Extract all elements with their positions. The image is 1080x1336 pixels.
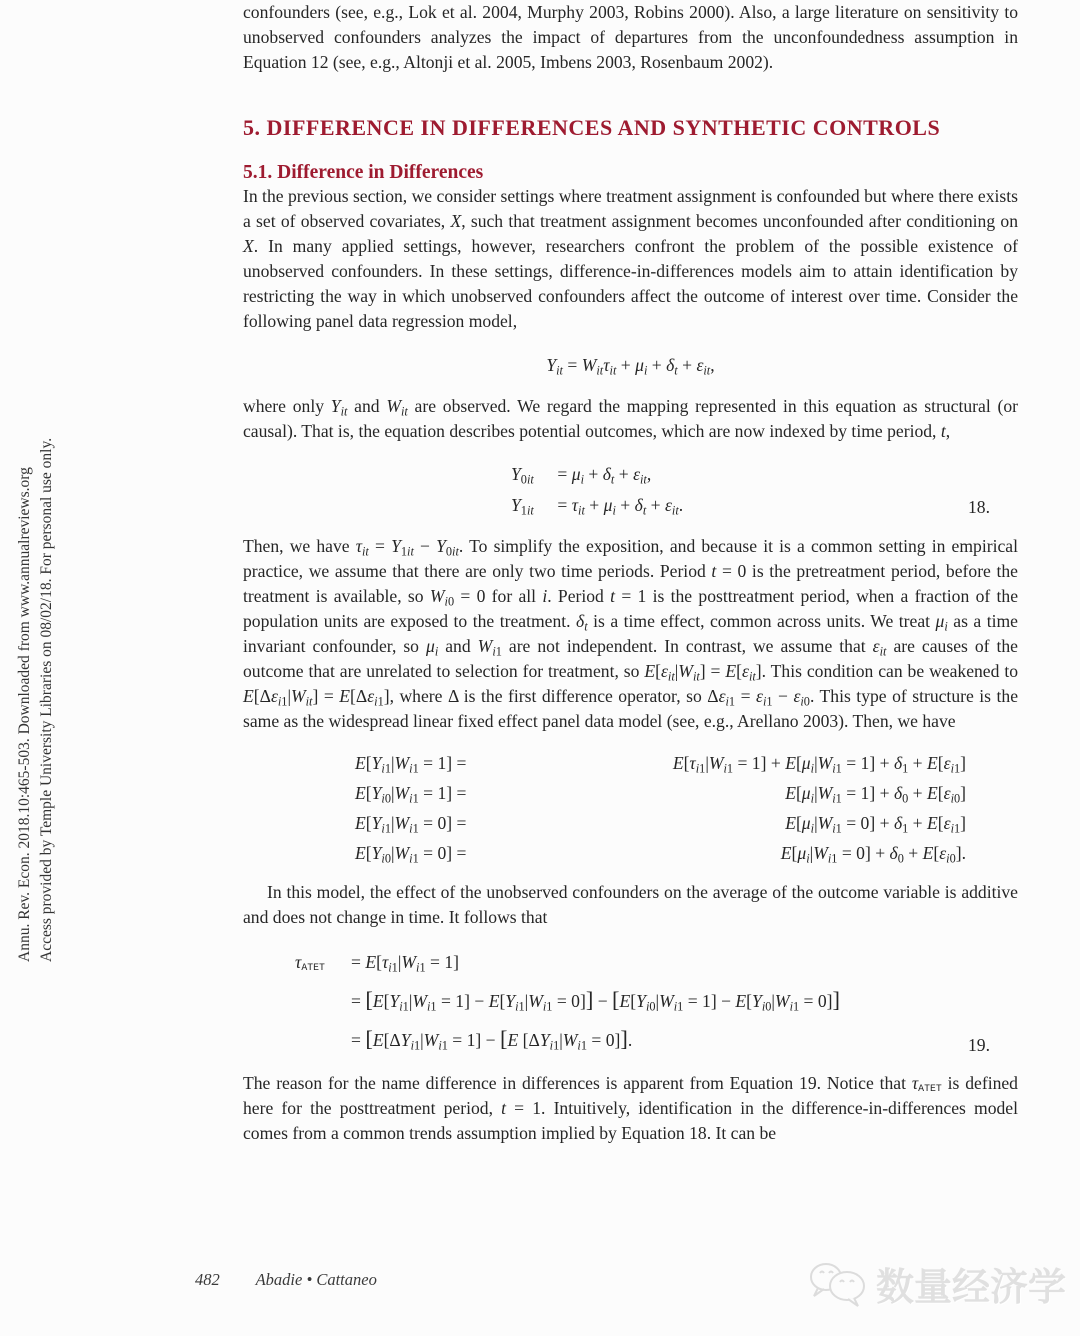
wechat-logo-icon (806, 1258, 868, 1310)
expectations-line4: $E[Y_{i0}|W_{i1} = 0]$ = $E[\mu_i|W_{i1} = 0] + \delta_0 + E[\varepsilon_{i0}]$. (355, 843, 966, 866)
equation-19-line3: = [$E[\Delta Y_{i1}|W_{i1} = 1] - [E$ $[\Delta Y_{i1}|W_{i1} = 0]$]. (351, 1026, 633, 1053)
paragraph-previous-section: In the previous section, we consider settings where treatment assignment is confounded but where there exists a set of observed covariates, X, such that treatment assignment becomes unconfounded after conditioning on X. In many applied settings, however, researchers confront the problem of the possible existence of unobserved confounders. In these settings, difference-in-differences models aim to attain identification by restricting the way in which unobserved confounders affect the outcome of interest over time. Consider the following panel data regression model, (243, 186, 1018, 331)
footer-page-number: 482 (195, 1270, 220, 1289)
expectations-line3: $E[Y_{i1}|W_{i1} = 0]$ = $E[\mu_i|W_{i1} = 0] + \delta_1 + E[\varepsilon_{i1}]$ (355, 813, 966, 836)
sidebar-note-line1: Annu. Rev. Econ. 2018.10:465-503. Downloaded from www.annualreviews.org (16, 467, 33, 962)
page-footer (195, 1270, 377, 1290)
equation-18-line1: $Y_{0it} = \mu_i + \delta_t + \varepsilon_{it}$, (511, 464, 652, 487)
equation-panel-model-body: $Y_{it} = W_{it}\tau_{it} + \mu_i + \delta_t + \varepsilon_{it}$, (546, 355, 715, 378)
paragraph-then-we-have: Then, we have $\tau_{it} = Y_{1it} - Y_{0it}$. To simplify the exposition, and because it is a common setting in empirical practice, we assume that there are only two time periods. Period t = 0 is the pretreatment period, before the treatment is available, so $W_{i0} = 0$ for all i. Period t = 1 is the posttreatment period, when a fraction of the population units are exposed to the treatment. $\delta_t$ is a time effect, common across units. We treat $\mu_i$ as a time invariant confounder, so $\mu_i$ and $W_{i1}$ are not independent. In contrast, we assume that $\varepsilon_{it}$ are causes of the outcome that are unrelated to selection for treatment, so $E[\varepsilon_{it}|W_{it}] = E[\varepsilon_{it}]$. This condition can be weakened to $E[\Delta\varepsilon_{i1}|W_{it}] = E[\Delta\varepsilon_{i1}]$, where Δ is the first difference operator, so $\Delta\varepsilon_{i1} = \varepsilon_{i1} - \varepsilon_{i0}$. This type of structure is the same as the widespread linear fixed effect panel data model (see, e.g., Arellano 2003). Then, we have (243, 536, 1019, 731)
subsection-heading: 5.1. Difference in Differences (243, 162, 484, 183)
watermark-text: 数量经济学 (875, 1265, 1066, 1309)
equation-expectations-block (243, 748, 1018, 868)
paragraph-where-only: where only $Y_{it}$ and $W_{it}$ are observed. We regard the mapping represented in this equation as structural (or causal). That is, the equation describes potential outcomes, which are now indexed by time period, t, (243, 396, 1018, 441)
equation-19-line1: $\tau_{ATET}$ = $E[\tau_{i1}|W_{i1} = 1]$ (295, 952, 459, 975)
sidebar-copyright-note (14, 438, 58, 962)
equation-18 (243, 459, 1018, 521)
expectations-line2: $E[Y_{i0}|W_{i1} = 1]$ = $E[\mu_i|W_{i1} = 1] + \delta_0 + E[\varepsilon_{i0}]$ (355, 783, 966, 806)
equation-number-19: 19. (968, 1035, 990, 1055)
main-text-column (243, 0, 1018, 1146)
paragraph-in-this-model: In this model, the effect of the unobserved confounders on the average of the outcome variable is additive and does not change in time. It follows that (243, 882, 1018, 927)
equation-number-18: 18. (968, 497, 990, 517)
paragraph-reason-for-name: The reason for the name difference in differences is apparent from Equation 19. Notice that $\tau_{ATET}$ is defined here for the posttreatment period, t = 1. Intuitively, identification in the difference-in-differences model comes from a common trends assumption implied by Equation 18. It can be (243, 1073, 1019, 1143)
equation-18-line2: $Y_{1it} = \tau_{it} + \mu_i + \delta_t + \varepsilon_{it}$. (511, 495, 684, 518)
paragraph-confounders: confounders (see, e.g., Lok et al. 2004, Murphy 2003, Robins 2000). Also, a large literature on sensitivity to unobserved confounders analyzes the impact of departures from the unconfoundedness assumption in Equation 12 (see, e.g., Altonji et al. 2005, Imbens 2003, Rosenbaum 2002). (243, 2, 1018, 72)
sidebar-note-line2: Access provided by Temple University Libraries on 08/02/18. For personal use only. (38, 437, 55, 962)
section-heading: 5. DIFFERENCE IN DIFFERENCES AND SYNTHETIC CONTROLS (243, 115, 941, 140)
watermark (806, 1256, 1066, 1311)
expectations-line1: $E[Y_{i1}|W_{i1} = 1]$ = $E[\tau_{i1}|W_{i1} = 1] + E[\mu_i|W_{i1} = 1] + \delta_1 + E[\varepsilon_{i1}]$ (355, 753, 966, 776)
equation-19 (243, 944, 1018, 1059)
footer-authors: Abadie • Cattaneo (255, 1270, 377, 1289)
equation-panel-model (243, 352, 1018, 378)
equation-19-line2: = $[E[Y_{i1}|W_{i1} = 1] - E[Y_{i1}|W_{i1} = 0]] - [E[Y_{i0}|W_{i1} = 1] - E[Y_{i0}|W_{i1} = 0]]$ (351, 987, 841, 1014)
